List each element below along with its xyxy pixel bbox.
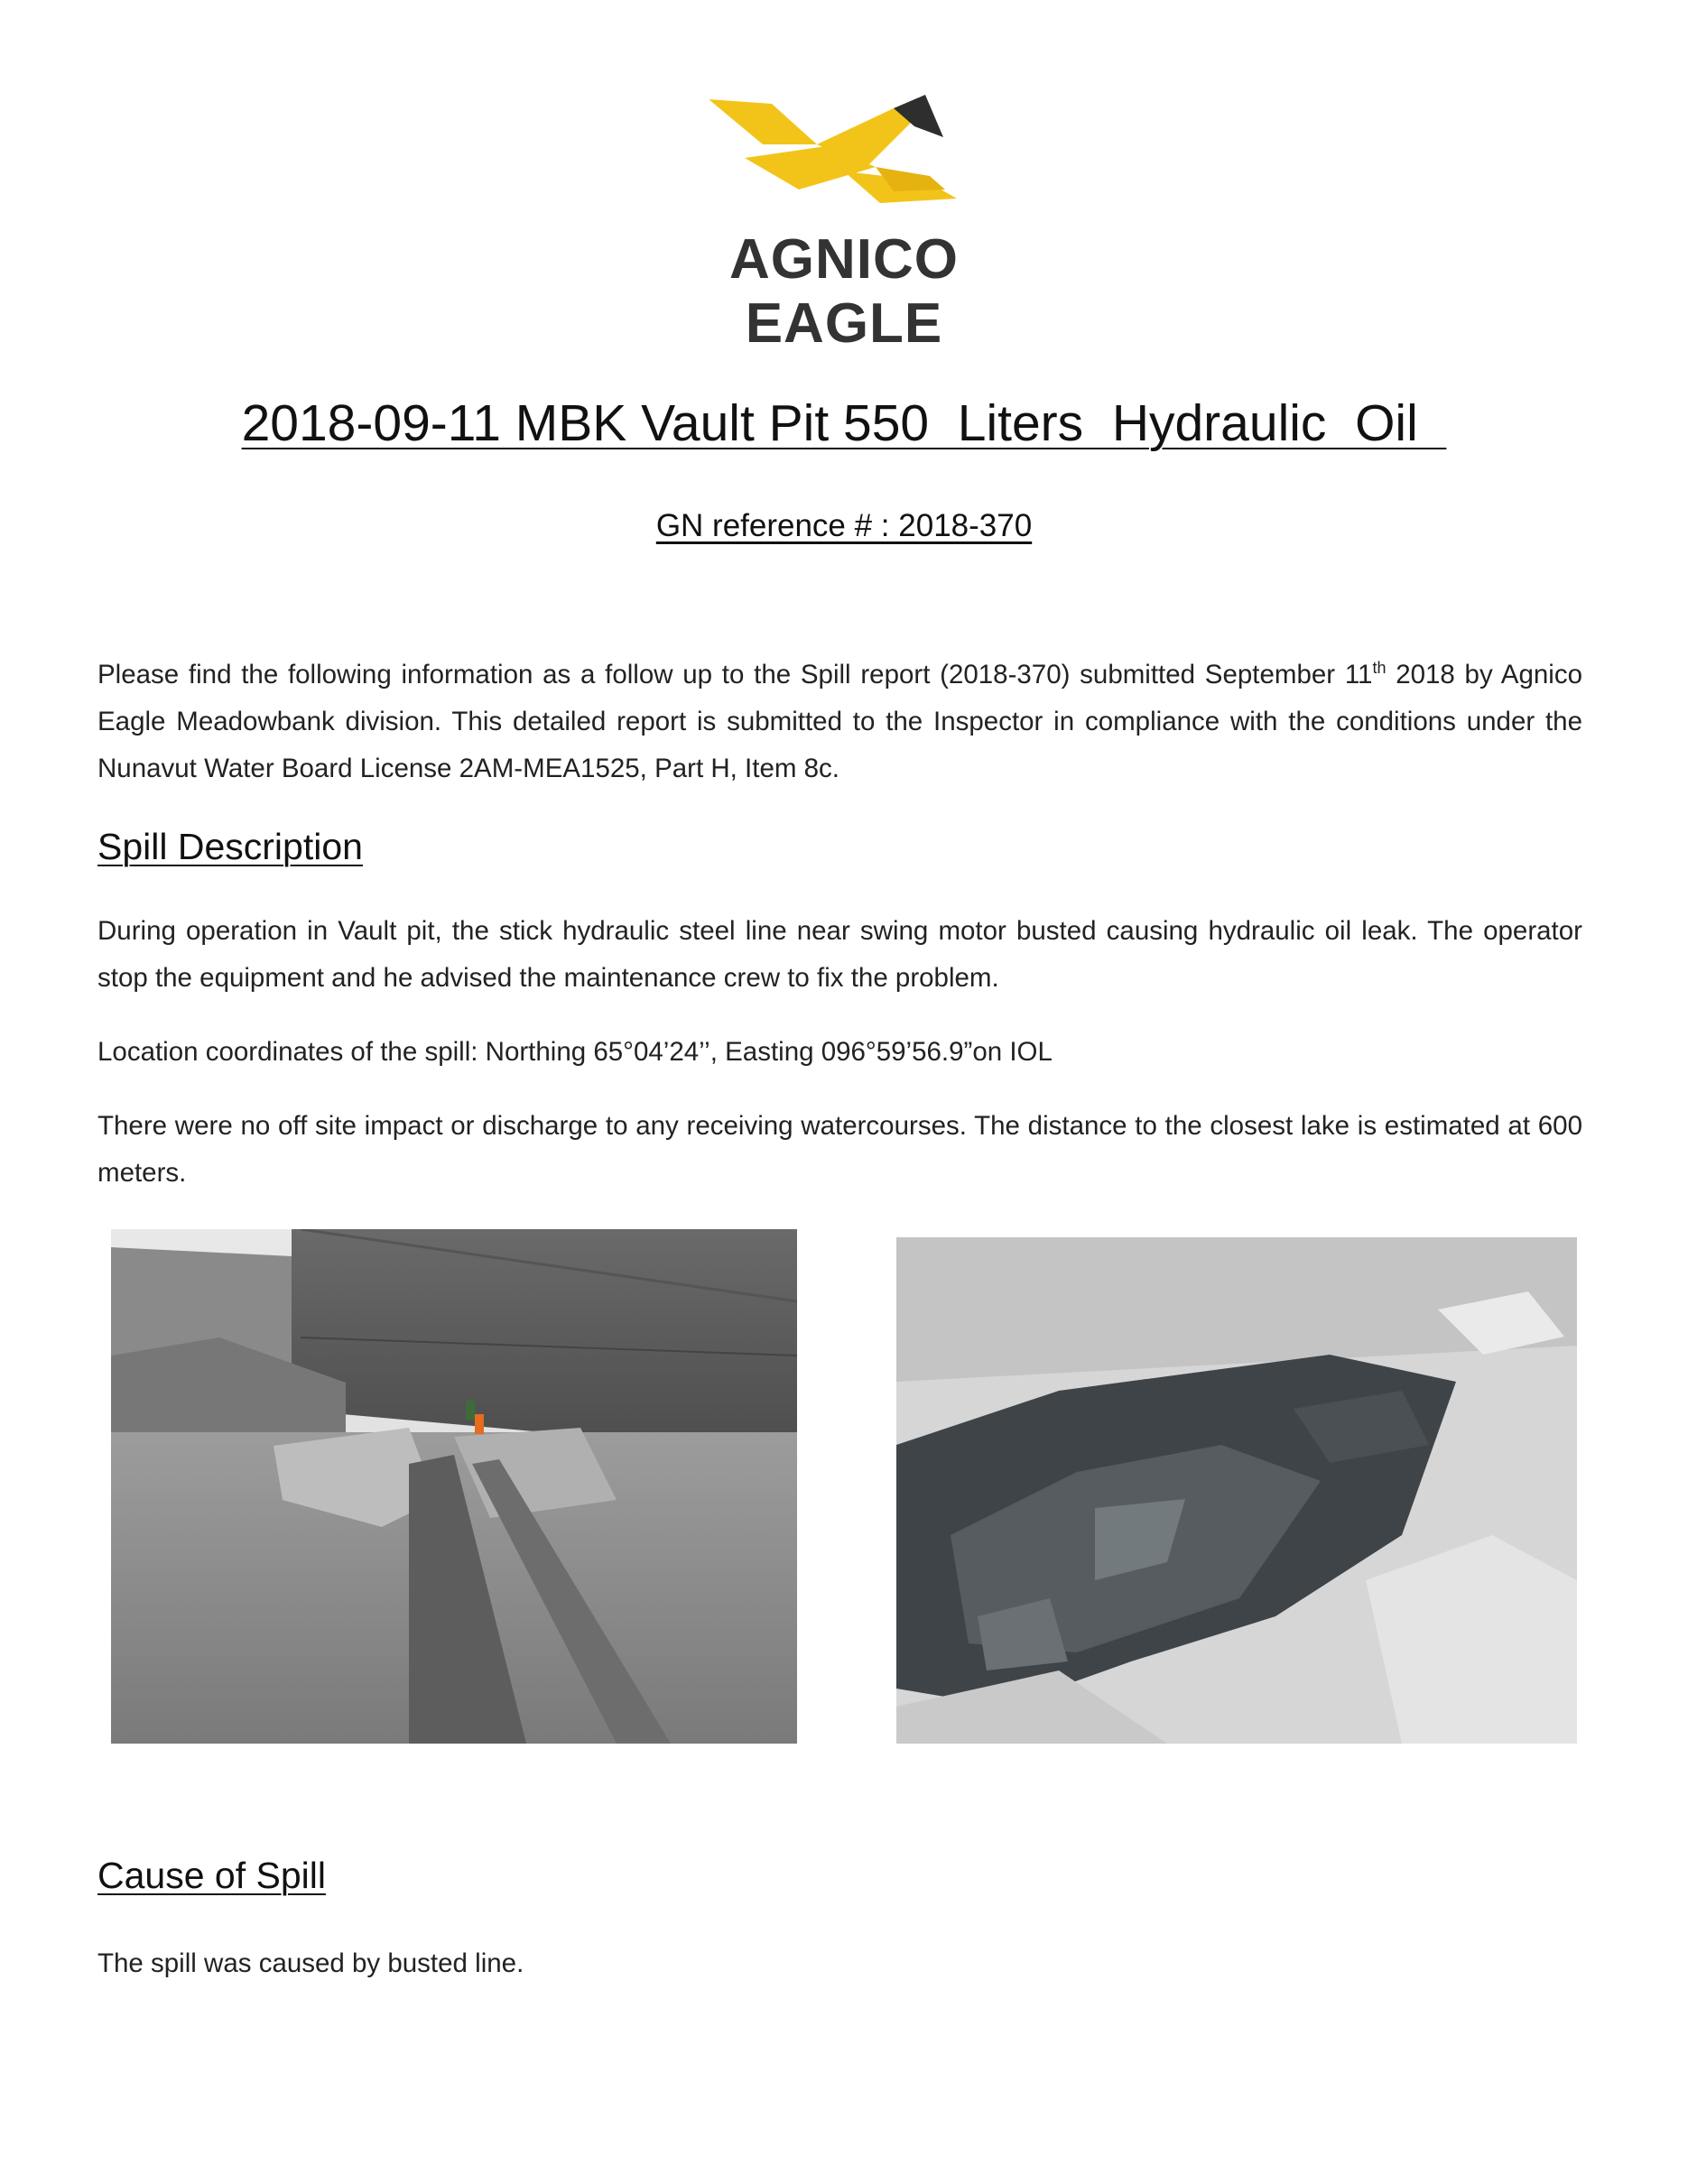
spill-impact-paragraph: There were no off site impact or discharge to any receiving watercourses. The distance to the closest lake is estimated at 600 meters.	[97, 1111, 1582, 1188]
spill-description-paragraph-1: During operation in Vault pit, the stick hydraulic steel line near swing motor busted causing hydraulic oil leak. The operator stop the equipment and he advised the maintenance crew to fix the problem.	[97, 916, 1582, 993]
cause-of-spill-paragraph: The spill was caused by busted line.	[97, 1948, 524, 1978]
company-logo	[623, 90, 1065, 355]
intro-superscript: th	[1372, 659, 1387, 678]
eagle-logo-icon	[709, 90, 979, 226]
intro-text-part-2: 2018 by Agnico Eagle Meadowbank division. This detailed report is submitted to the Inspector in compliance with the conditions under the Nunavut Water Board License 2AM-MEA1525, Part H, Item 8c.	[97, 660, 1582, 783]
cause-of-spill-heading: Cause of Spill	[97, 1855, 326, 1896]
pit-wall-photo	[111, 1229, 797, 1744]
spill-rocks-photo	[896, 1237, 1577, 1744]
intro-text-part-1: Please find the following information as a follow up to the Spill report (2018-370) submitted September 11	[97, 660, 1373, 689]
logo-wordmark: AGNICO EAGLE	[729, 228, 959, 355]
gn-reference: GN reference # : 2018-370	[655, 508, 1033, 543]
spill-location-paragraph: Location coordinates of the spill: Northing 65°04’24’’, Easting 096°59’56.9”on IOL	[97, 1037, 1053, 1067]
intro-paragraph	[97, 652, 1582, 792]
document-title: 2018-09-11 MBK Vault Pit 550 Liters Hydraulic Oil	[241, 394, 1447, 452]
spill-description-heading: Spill Description	[97, 826, 363, 867]
